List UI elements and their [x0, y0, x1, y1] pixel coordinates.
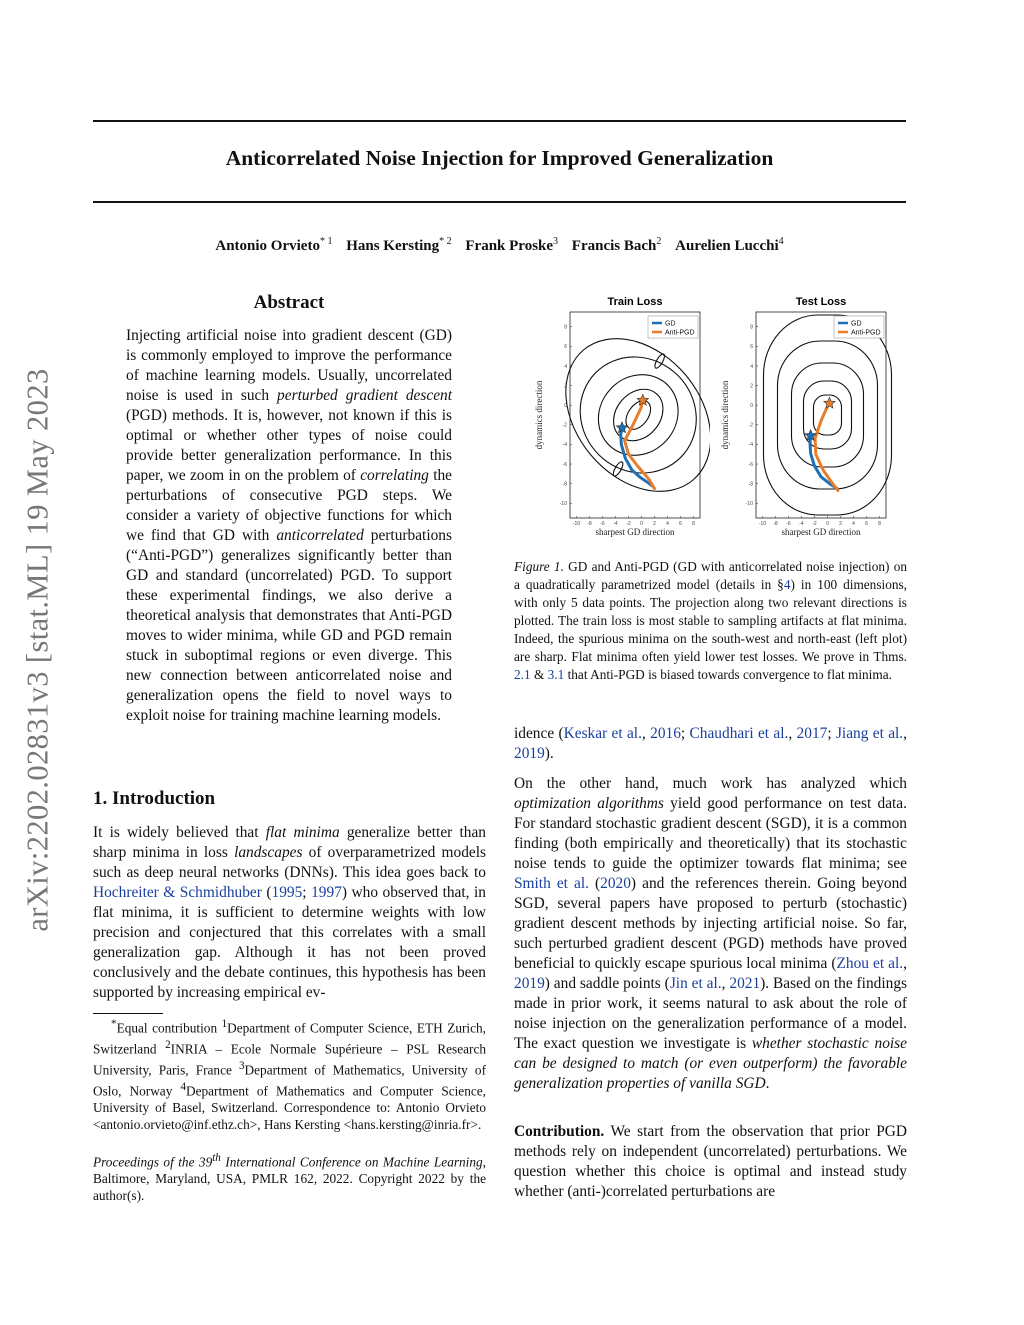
author: Aurelien Lucchi$^4$	[675, 236, 784, 254]
y-tick-label: -10	[745, 501, 753, 508]
x-axis-label: sharpest GD direction	[781, 527, 861, 537]
citation-link[interactable]: Hochreiter & Schmidhuber	[93, 884, 262, 901]
x-tick-label: -10	[758, 521, 767, 527]
x-tick-label: -8	[587, 521, 592, 527]
introduction-paragraph: It is widely believed that flat minima generalize better than sharp minima in loss landscapes of overparametrized models such as deep neural networks (DNNs). This idea goes back to Hochreiter & Schmidhuber (1995; 1997) who observed that, in flat minima, it is sufficient to determine weights with low precision and conjectured that this correlates with a small generalization gap. Although it has not been proved conclusively and the debate continues, this hypothesis has been supported by increasing empirical ev-	[93, 824, 486, 1001]
test-loss-chart	[716, 290, 896, 540]
x-tick-label: 8	[878, 521, 881, 527]
y-tick-label: -8	[562, 481, 567, 488]
affiliations-footnote: *Equal contribution $^1$Department of Computer Science, ETH Zurich, Switzerland $^2$INRIA – Ecole Normale Supérieure – PSL Research University, Paris, France $^3$Department of Mathematics, University of Oslo, Norway $^4$Department of Mathematics and Computer Science, University of Basel, Switzerland. Correspondence to: Antonio Orvieto <antonio.orvieto@inf.ethz.ch>, Hans Kersting <hans.kersting@inria.fr>.	[93, 1018, 486, 1132]
x-tick-label: -6	[786, 521, 791, 527]
citation-link[interactable]: 2017	[796, 725, 828, 742]
x-tick-label: -4	[613, 521, 618, 527]
citation-link[interactable]: 2021	[729, 975, 761, 992]
x-tick-label: -10	[572, 521, 581, 527]
citation-link[interactable]: 2020	[600, 875, 631, 892]
citation-link[interactable]: 1995	[271, 884, 303, 901]
y-tick-label: 4	[564, 363, 567, 370]
theorem-ref-link[interactable]: 3.1	[547, 667, 565, 682]
author: Antonio Orvieto$^{* 1}$	[215, 236, 333, 254]
author: Hans Kersting$^{* 2}$	[346, 236, 452, 254]
footnote-rule	[93, 1013, 163, 1014]
y-tick-label: -4	[562, 442, 567, 449]
x-tick-label: 6	[865, 521, 868, 527]
title-bottom-rule	[93, 201, 906, 203]
y-tick-label: -2	[562, 422, 567, 429]
title-top-rule	[93, 120, 906, 122]
y-tick-label: -6	[562, 461, 567, 468]
chart-title: Test Loss	[795, 296, 847, 308]
x-tick-label: -4	[799, 521, 804, 527]
citation-link[interactable]: 2019	[514, 975, 545, 992]
legend-label: Anti-PGD	[665, 329, 695, 337]
y-tick-label: -2	[748, 422, 753, 429]
author: Frank Proske$^3$	[465, 236, 559, 254]
y-tick-label: 6	[564, 344, 567, 351]
citation-link[interactable]: Keskar et al.	[563, 725, 642, 742]
citation-link[interactable]: 2016	[650, 725, 681, 742]
x-tick-label: 6	[679, 521, 682, 527]
paper-title: Anticorrelated Noise Injection for Improved Generalization	[225, 146, 774, 170]
y-tick-label: 8	[750, 324, 753, 331]
x-tick-label: -2	[626, 521, 631, 527]
y-tick-label: 8	[564, 324, 567, 331]
y-tick-label: 0	[750, 402, 753, 409]
legend-label: GD	[851, 320, 862, 328]
x-tick-label: 8	[692, 521, 695, 527]
proceedings-note: Proceedings of the 39th International Conference on Machine Learning, Baltimore, Maryland, USA, PMLR 162, 2022. Copyright 2022 by the author(s).	[93, 1152, 486, 1203]
plot-frame	[756, 312, 886, 518]
y-axis-label: dynamics direction	[720, 380, 730, 450]
legend-label: Anti-PGD	[851, 329, 881, 337]
author-list	[93, 236, 906, 255]
y-tick-label: 2	[564, 383, 567, 390]
y-tick-label: 4	[750, 363, 753, 370]
citation-link[interactable]: Jin et al.	[669, 975, 722, 992]
x-tick-label: 2	[839, 521, 842, 527]
x-tick-label: 0	[826, 521, 829, 527]
y-tick-label: -6	[748, 461, 753, 468]
citation-link[interactable]: Jiang et al.	[835, 725, 904, 742]
x-tick-label: -2	[812, 521, 817, 527]
x-tick-label: 4	[852, 521, 855, 527]
x-axis-label: sharpest GD direction	[595, 527, 675, 537]
y-tick-label: 2	[750, 383, 753, 390]
figure-caption: Figure 1. GD and Anti-PGD (GD with anticorrelated noise injection) on a quadratically parametrized model (details in §4) in 100 dimensions, with only 5 data points. The projection along two relevant directions is plotted. The train loss is most stable to sampling artifacts at flat minima. Indeed, the spurious minima on the south-west and north-east (left plot) are sharp. Flat minima often yield lower test losses. We prove in Thms. 2.1 & 3.1 that Anti-PGD is biased towards convergence to flat minima.	[514, 559, 908, 682]
x-tick-label: 4	[666, 521, 669, 527]
y-tick-label: 6	[750, 344, 753, 351]
citation-link[interactable]: 2019	[514, 745, 545, 762]
citation-link[interactable]: Chaudhari et al.	[689, 725, 789, 742]
y-axis-label: dynamics direction	[534, 380, 544, 450]
train-loss-chart	[530, 290, 710, 540]
theorem-ref-link[interactable]: 2.1	[514, 667, 531, 682]
x-tick-label: 0	[640, 521, 643, 527]
section-ref-link[interactable]: 4	[783, 577, 791, 592]
intro-continuation: idence (Keskar et al., 2016; Chaudhari et al., 2017; Jiang et al., 2019).	[514, 725, 908, 762]
citation-link[interactable]: Smith et al.	[514, 875, 589, 892]
abstract-body: Injecting artificial noise into gradient descent (GD) is commonly employed to improve the performance of machine learning models. Usually, uncorrelated noise is used in such perturbed gradient descent (PGD) methods. It is, however, not known if this is optimal or whether other types of noise could provide better generalization performance. In this paper, we zoom in on the problem of correlating the perturbations of consecutive PGD steps. We consider a variety of objective functions for which we find that GD with anticorrelated perturbations (“Anti-PGD”) generalizes significantly better than GD and standard (uncorrelated) PGD. To support these experimental findings, we also derive a theoretical analysis that demonstrates that Anti-PGD moves to wider minima, while GD and PGD remain stuck in suboptimal regions or even diverge. This new connection between anticorrelated noise and generalization opens the field to novel ways to exploit noise for training machine learning models.	[126, 327, 453, 724]
chart-title: Train Loss	[607, 296, 663, 308]
citation-link[interactable]: Zhou et al.	[836, 955, 904, 972]
citation-link[interactable]: 1997	[311, 884, 342, 901]
abstract-heading: Abstract	[253, 292, 325, 313]
section-heading-introduction: 1. Introduction	[93, 788, 216, 809]
author: Francis Bach$^2$	[571, 236, 662, 254]
arxiv-stamp	[18, 340, 58, 960]
x-tick-label: -8	[773, 521, 778, 527]
y-tick-label: -10	[559, 501, 567, 508]
y-tick-label: -8	[748, 481, 753, 488]
y-tick-label: 0	[564, 402, 567, 409]
x-tick-label: -6	[600, 521, 605, 527]
legend-label: GD	[665, 320, 676, 328]
x-tick-label: 2	[653, 521, 656, 527]
optimization-paragraph: On the other hand, much work has analyzed which optimization algorithms yield good performance on test data. For standard stochastic gradient descent (SGD), it is a common finding (both empirically and theoretically) that its stochastic noise tends to guide the optimizer towards flat minima; see Smith et al. (2020) and the references therein. Going beyond SGD, several papers have proposed to perturb (stochastic) gradient descent methods by injecting artificial noise. So far, such perturbed gradient descent (PGD) methods have proved beneficial to quickly escape spurious local minima (Zhou et al., 2019) and saddle points (Jin et al., 2021). Based on the findings made in prior work, it seems natural to ask about the role of noise injection on the generalization performance of a model. The exact question we investigate is whether stochastic noise can be designed to match (or even outperform) the favorable generalization properties of vanilla SGD.	[514, 775, 907, 1092]
arxiv-id: arXiv:2202.02831v3 [stat.ML] 19 May 2023	[20, 368, 55, 932]
y-tick-label: -4	[748, 442, 753, 449]
contribution-paragraph: Contribution. We start from the observation that prior PGD methods rely on independent (uncorrelated) perturbations. We question whether this choice is optimal and instead study whether (anti-)correlated perturbations are	[514, 1123, 907, 1200]
